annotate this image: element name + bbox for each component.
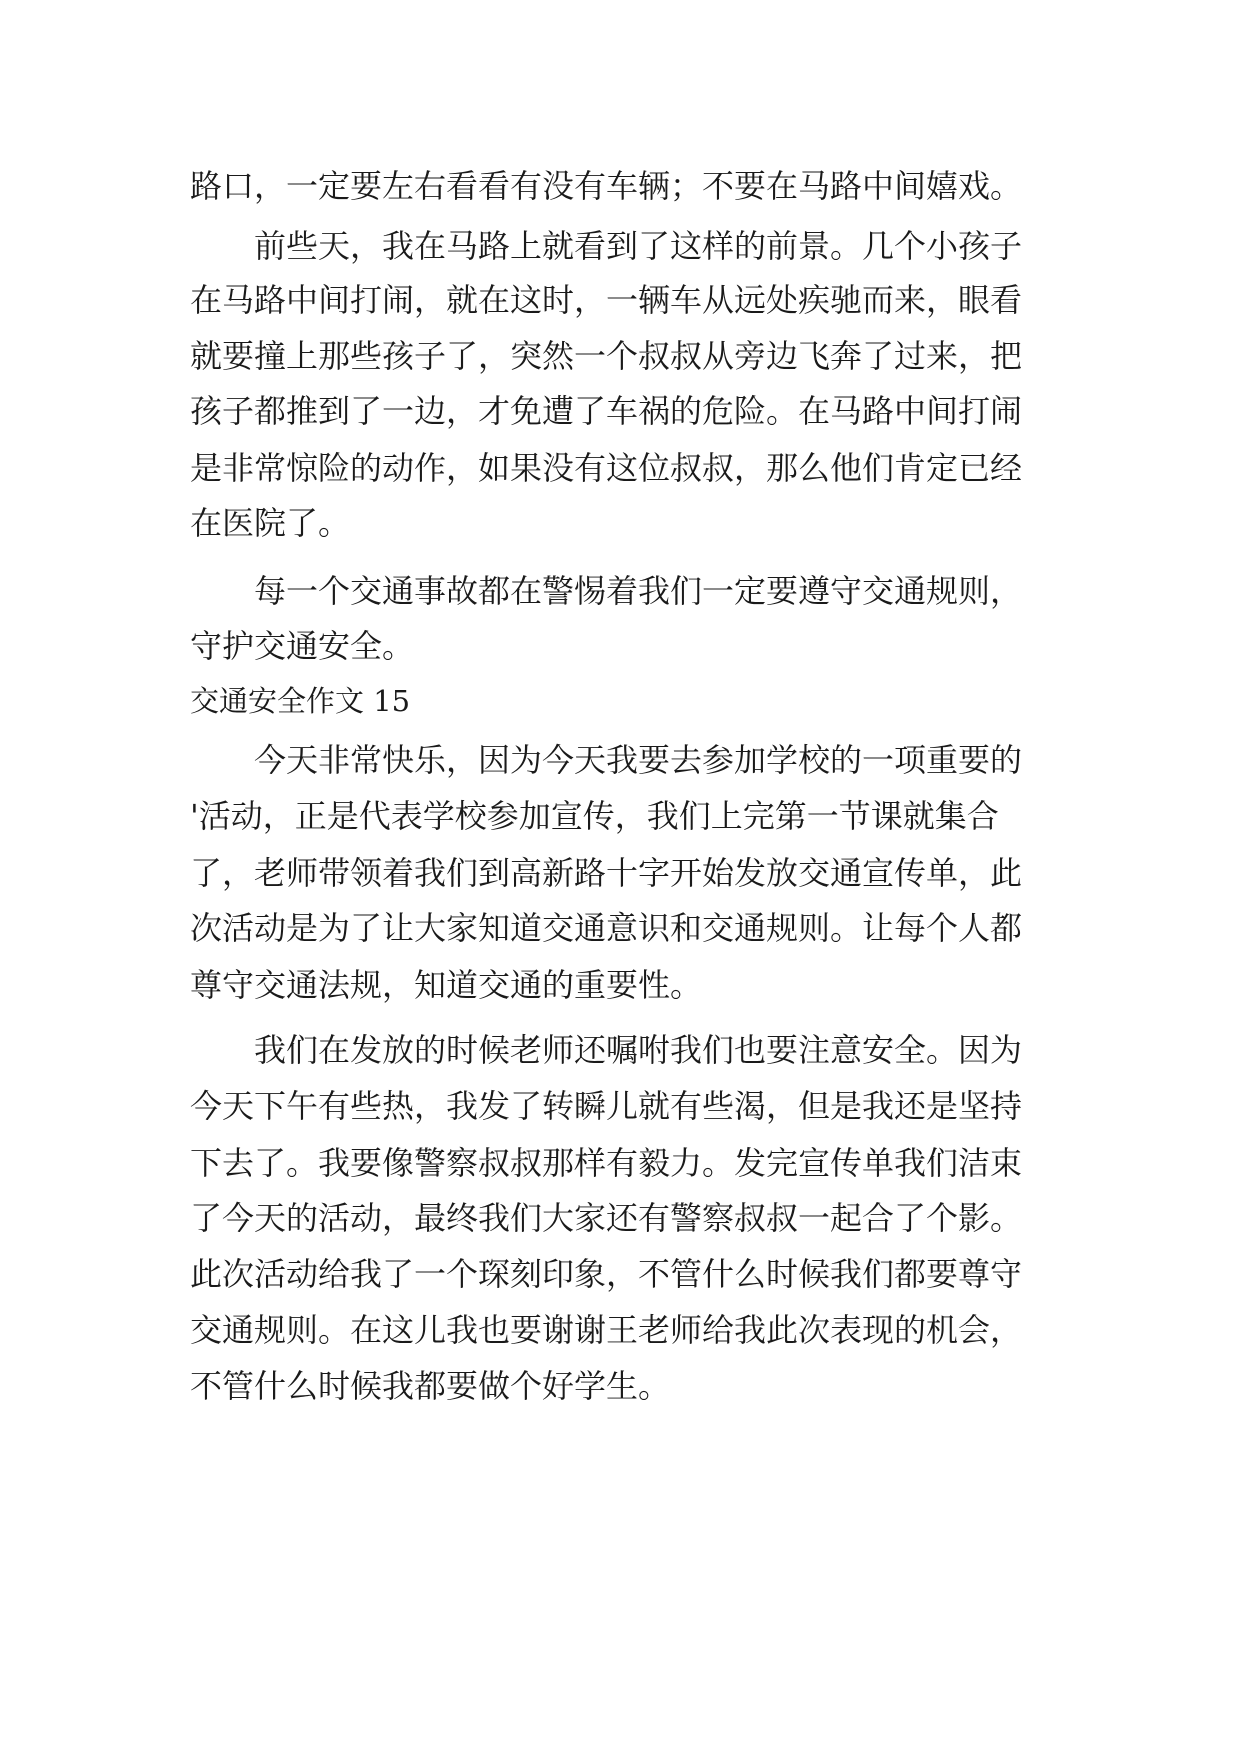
text-line: 守护交通安全。 xyxy=(190,627,415,665)
text-line: 了，老师带领着我们到高新路十字开始发放交通宣传单，此 xyxy=(190,854,1023,892)
text-line: 不管什么时候我都要做个好学生。 xyxy=(190,1367,671,1405)
text-line: 是非常惊险的动作，如果没有这位叔叔，那么他们肯定已经 xyxy=(190,449,1023,487)
text-line: 前些天，我在马路上就看到了这样的前景。几个小孩子 xyxy=(254,227,1023,265)
text-line: 今天非常快乐，因为今天我要去参加学校的一项重要的 xyxy=(254,741,1023,779)
text-line: 下去了。我要像警察叔叔那样有毅力。发完宣传单我们洁束 xyxy=(190,1144,1023,1182)
text-line: 路口，一定要左右看看有没有车辆；不要在马路中间嬉戏。 xyxy=(190,167,1023,205)
text-line: 了今天的活动，最终我们大家还有警察叔叔一起合了个影。 xyxy=(190,1199,1023,1237)
text-line: 尊守交通法规，知道交通的重要性。 xyxy=(190,966,703,1004)
text-line: 我们在发放的时候老师还嘱咐我们也要注意安全。因为 xyxy=(254,1031,1023,1069)
text-line: 交通规则。在这儿我也要谢谢王老师给我此次表现的机会， xyxy=(190,1311,1023,1349)
text-line: 此次活动给我了一个琛刻印象，不管什么时候我们都要尊守 xyxy=(190,1255,1023,1293)
text-line: 在马路中间打闹，就在这时，一辆车从远处疾驰而来，眼看 xyxy=(190,281,1023,319)
text-line: 次活动是为了让大家知道交通意识和交通规则。让每个人都 xyxy=(190,909,1023,947)
text-line: 孩子都推到了一边，才免遭了车祸的危险。在马路中间打闹 xyxy=(190,392,1023,430)
text-line: 每一个交通事故都在警惕着我们一定要遵守交通规则， xyxy=(254,572,1023,610)
section-heading: 交通安全作文 15 xyxy=(190,684,411,718)
text-line: '活动，正是代表学校参加宣传，我们上完第一节课就集合 xyxy=(190,797,999,835)
text-line: 就要撞上那些孩子了，突然一个叔叔从旁边飞奔了过来，把 xyxy=(190,337,1023,375)
text-line: 今天下午有些热，我发了转瞬儿就有些渴，但是我还是坚持 xyxy=(190,1087,1023,1125)
text-line: 在医院了。 xyxy=(190,504,351,542)
